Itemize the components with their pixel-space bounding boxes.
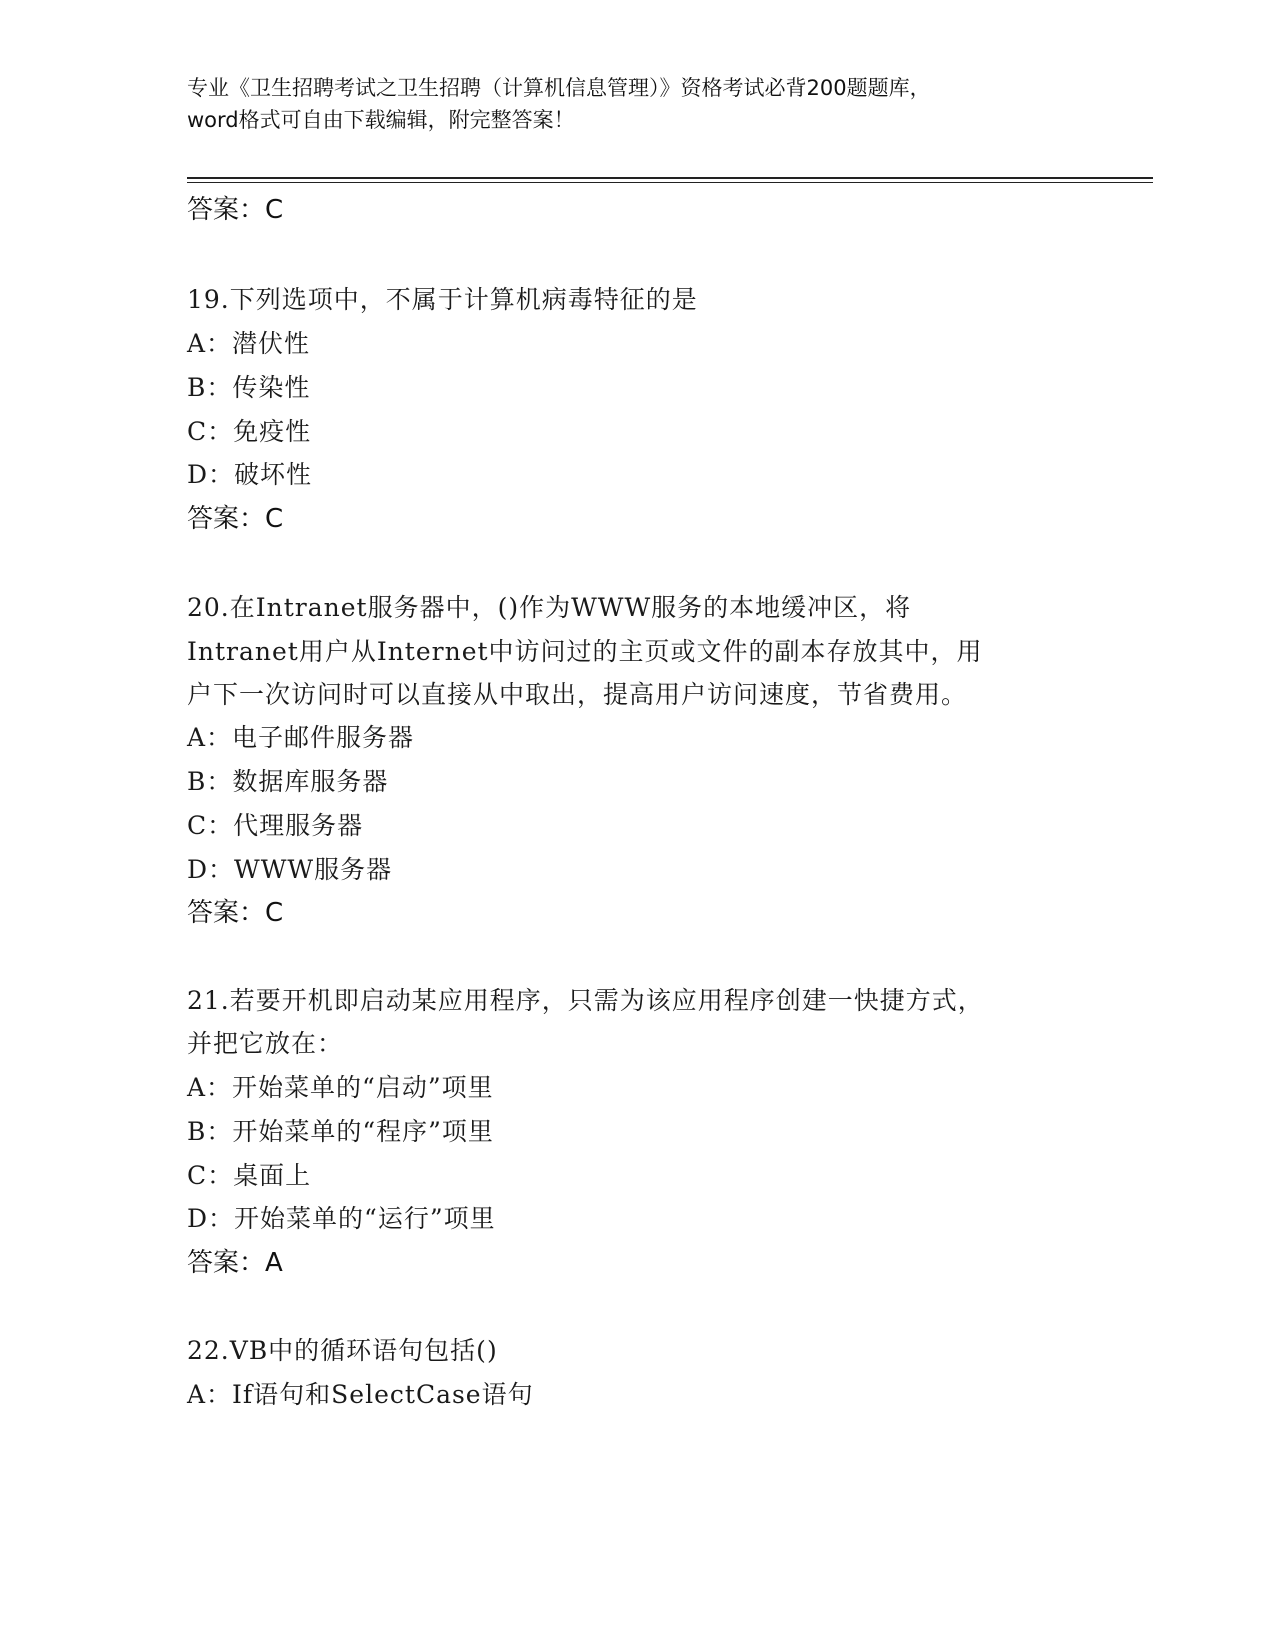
question-22-stem: 22.VB中的循环语句包括() [187, 1336, 498, 1365]
question-22-option-a: A：If语句和SelectCase语句 [187, 1380, 534, 1409]
answer-19: 答案：C [187, 504, 284, 534]
answer-21: 答案：A [187, 1248, 283, 1278]
question-20-stem-line-3: 户下一次访问时可以直接从中取出，提高用户访问速度，节省费用。 [187, 680, 968, 709]
question-21-option-c: C：桌面上 [187, 1161, 312, 1190]
answer-20: 答案：C [187, 898, 284, 928]
answer-prev: 答案：C [187, 195, 284, 225]
header-line-1: 专业《卫生招聘考试之卫生招聘（计算机信息管理）》资格考试必背200题题库， [187, 76, 931, 100]
question-20-stem-line-1: 20.在Intranet服务器中，()作为WWW服务的本地缓冲区，将 [187, 593, 912, 622]
question-19-stem: 19.下列选项中，不属于计算机病毒特征的是 [187, 285, 698, 314]
question-20-option-c: C：代理服务器 [187, 811, 364, 840]
question-19-option-c: C：免疫性 [187, 417, 312, 446]
header-rule [187, 177, 1153, 179]
question-20-option-d: D：WWW服务器 [187, 855, 393, 884]
question-19-option-a: A：潜伏性 [187, 329, 311, 358]
header-rule-thin [187, 182, 1153, 183]
question-19-option-b: B：传染性 [187, 373, 311, 402]
header-line-2: word格式可自由下载编辑，附完整答案！ [187, 108, 575, 132]
question-19-option-d: D：破坏性 [187, 460, 313, 489]
question-21-stem-line-2: 并把它放在： [187, 1029, 344, 1058]
question-20-option-a: A：电子邮件服务器 [187, 723, 415, 752]
question-20-option-b: B：数据库服务器 [187, 767, 389, 796]
question-21-option-d: D：开始菜单的“运行”项里 [187, 1204, 496, 1233]
question-21-option-a: A：开始菜单的“启动”项里 [187, 1073, 494, 1102]
question-20-stem-line-2: Intranet用户从Internet中访问过的主页或文件的副本存放其中，用 [187, 637, 983, 666]
question-21-stem-line-1: 21.若要开机即启动某应用程序，只需为该应用程序创建一快捷方式， [187, 986, 984, 1015]
question-21-option-b: B：开始菜单的“程序”项里 [187, 1117, 494, 1146]
